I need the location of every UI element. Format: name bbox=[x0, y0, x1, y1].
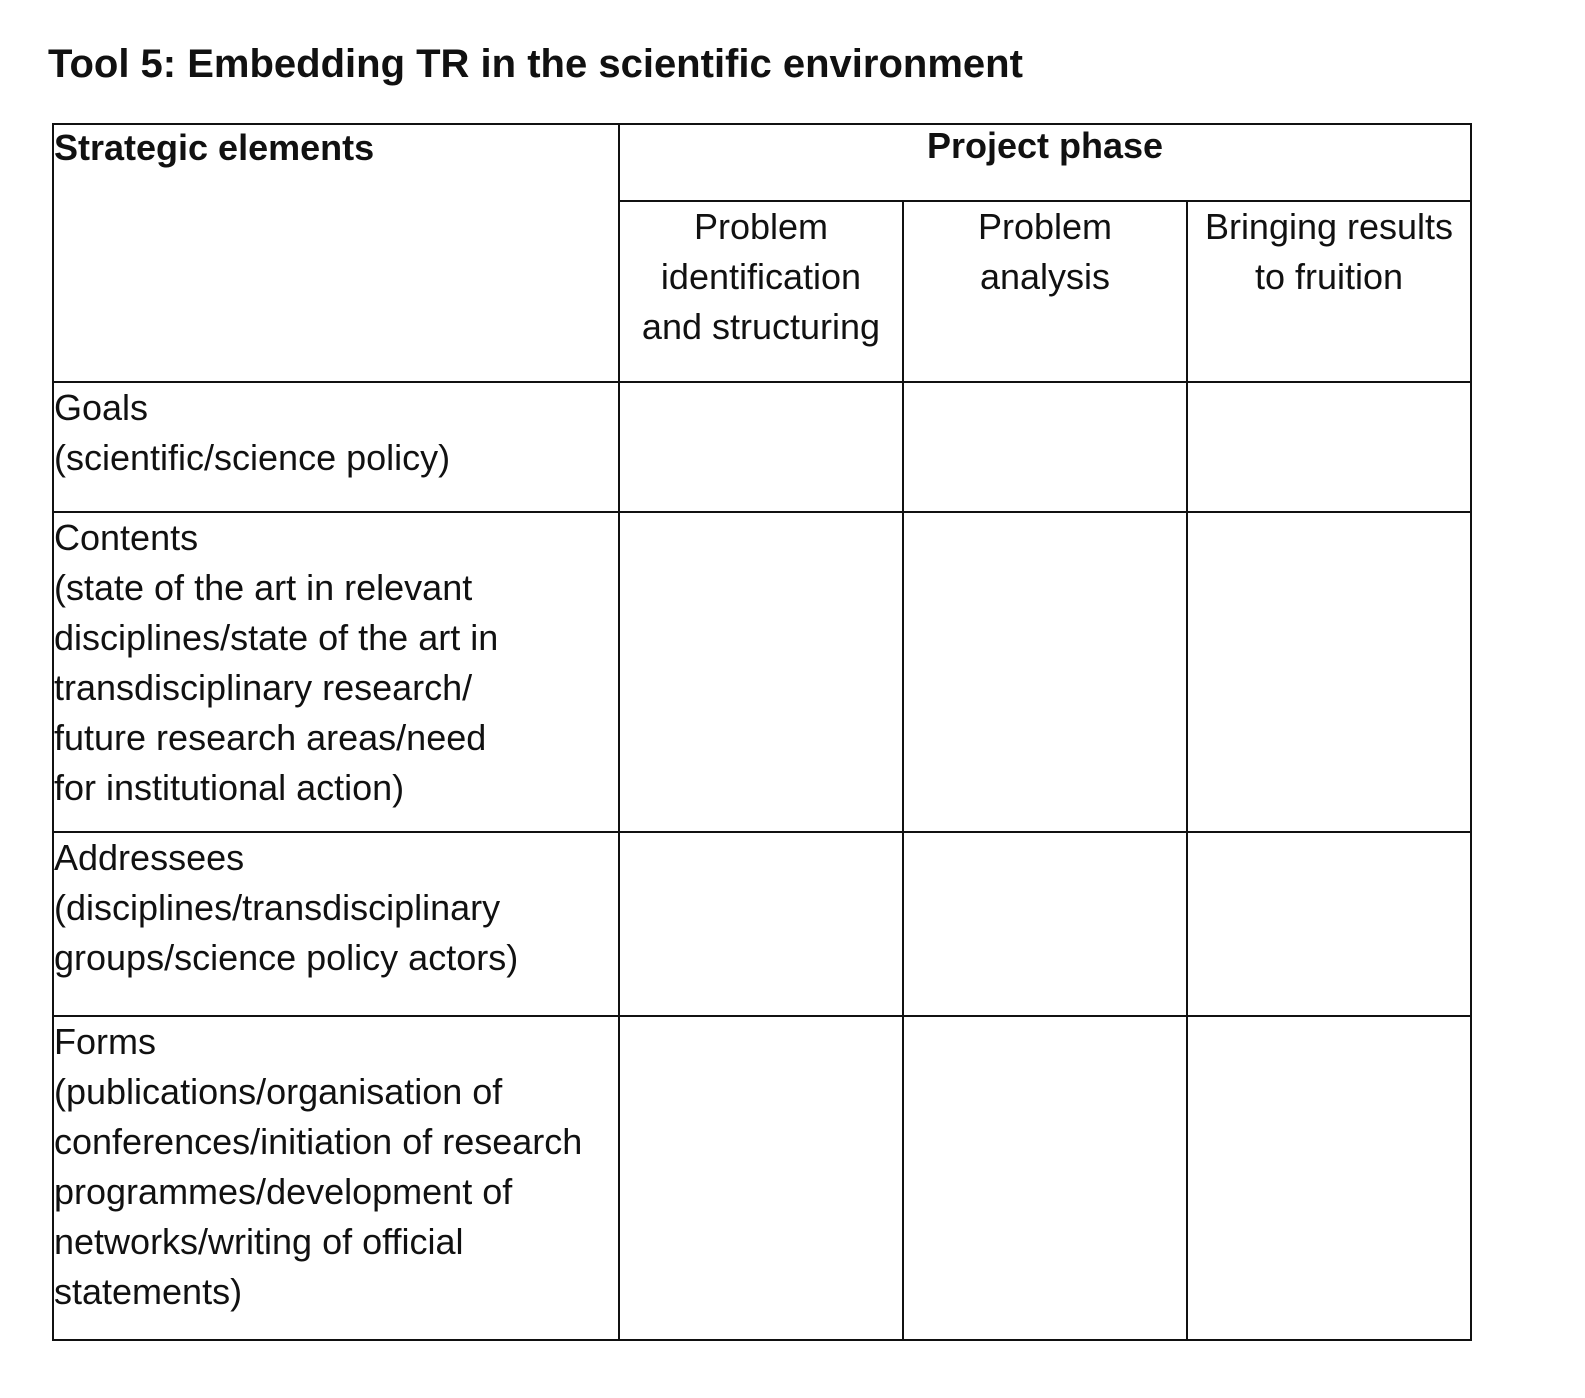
element-detail-line: (state of the art in relevant bbox=[54, 567, 473, 608]
strategic-elements-header: Strategic elements bbox=[53, 124, 619, 382]
empty-cell bbox=[1187, 382, 1471, 512]
element-detail-line: (scientific/science policy) bbox=[54, 437, 451, 478]
strategy-table bbox=[52, 123, 1472, 1341]
element-name: Forms bbox=[54, 1021, 156, 1062]
phase-header-analysis bbox=[903, 201, 1187, 382]
element-cell-addressees bbox=[53, 832, 619, 1016]
empty-cell bbox=[903, 1016, 1187, 1340]
element-detail-line: for institutional action) bbox=[54, 767, 405, 808]
element-cell-contents bbox=[53, 512, 619, 832]
empty-cell bbox=[1187, 512, 1471, 832]
element-detail-line: statements) bbox=[54, 1271, 243, 1312]
page-title: Tool 5: Embedding TR in the scientific environment bbox=[48, 42, 1023, 86]
empty-cell bbox=[903, 832, 1187, 1016]
phase-header-line: Bringing results bbox=[1204, 206, 1454, 247]
phase-header-fruition bbox=[1187, 201, 1471, 382]
empty-cell bbox=[903, 382, 1187, 512]
element-detail-line: groups/science policy actors) bbox=[54, 937, 519, 978]
phase-header-line: and structuring bbox=[641, 306, 881, 347]
element-name: Contents bbox=[54, 517, 199, 558]
element-detail-line: disciplines/state of the art in bbox=[54, 617, 499, 658]
element-detail-line: (publications/organisation of bbox=[54, 1071, 503, 1112]
table-row-forms bbox=[53, 1016, 1471, 1340]
phase-header-line: Problem bbox=[977, 206, 1113, 247]
phase-header-line: to fruition bbox=[1254, 256, 1404, 297]
table-row-goals bbox=[53, 382, 1471, 512]
element-detail-line: future research areas/need bbox=[54, 717, 487, 758]
element-detail-line: programmes/development of bbox=[54, 1171, 513, 1212]
table-row-addressees bbox=[53, 832, 1471, 1016]
project-phase-header: Project phase bbox=[619, 124, 1471, 201]
element-name: Goals bbox=[54, 387, 149, 428]
table-row-contents bbox=[53, 512, 1471, 832]
element-detail-line: conferences/initiation of research bbox=[54, 1121, 583, 1162]
phase-header-identification bbox=[619, 201, 903, 382]
empty-cell bbox=[1187, 1016, 1471, 1340]
element-detail-line: networks/writing of official bbox=[54, 1221, 464, 1262]
empty-cell bbox=[619, 382, 903, 512]
element-cell-goals bbox=[53, 382, 619, 512]
empty-cell bbox=[1187, 832, 1471, 1016]
phase-header-line: analysis bbox=[979, 256, 1111, 297]
element-detail-line: transdisciplinary research/ bbox=[54, 667, 473, 708]
empty-cell bbox=[619, 1016, 903, 1340]
element-detail-line: (disciplines/transdisciplinary bbox=[54, 887, 501, 928]
element-name: Addressees bbox=[54, 837, 245, 878]
empty-cell bbox=[619, 832, 903, 1016]
element-cell-forms bbox=[53, 1016, 619, 1340]
phase-header-line: Problem bbox=[693, 206, 829, 247]
phase-header-line: identification bbox=[660, 256, 862, 297]
empty-cell bbox=[903, 512, 1187, 832]
empty-cell bbox=[619, 512, 903, 832]
